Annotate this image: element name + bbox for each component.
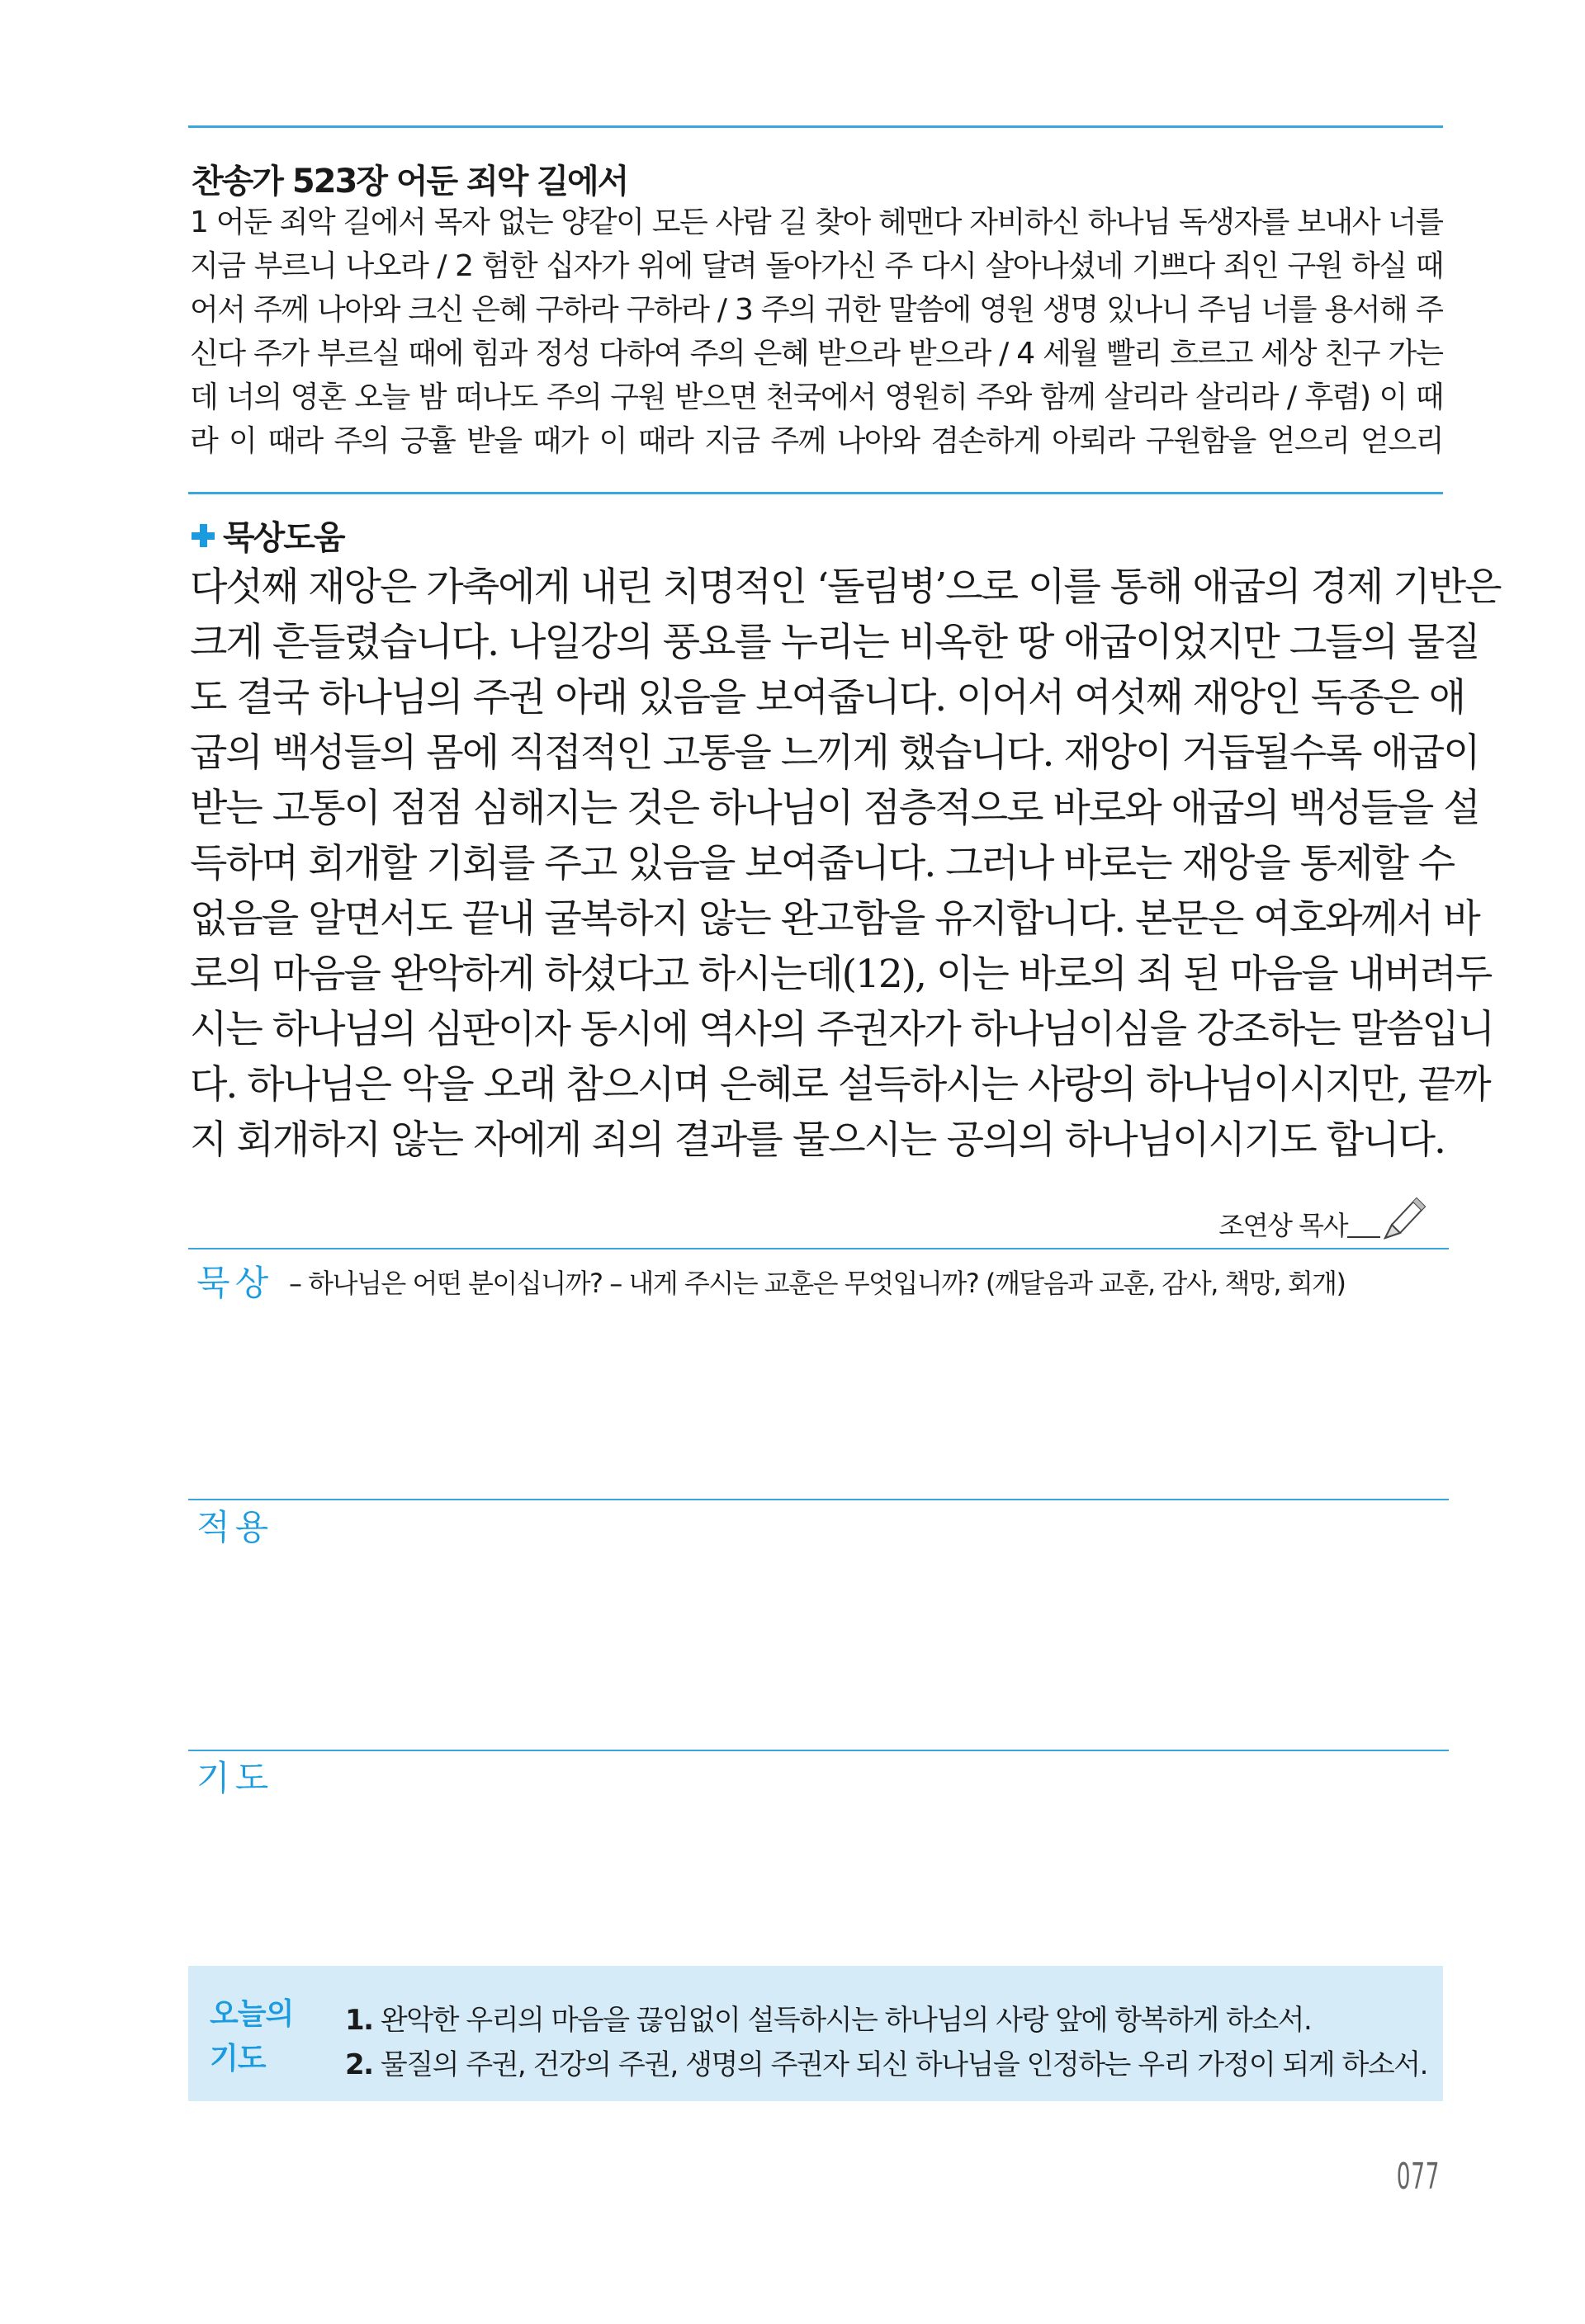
meditation-writing-area[interactable]	[188, 1304, 1449, 1494]
application-writing-area[interactable]	[188, 1552, 1449, 1741]
top-rule	[188, 125, 1443, 128]
body-line: 로의 마음을 완악하게 하셨다고 하시는데(12), 이는 바로의 죄 된 마음을 내버려두	[190, 952, 1492, 997]
plus-icon	[192, 524, 215, 547]
hymn-line: 어서 주께 나아와 크신 은혜 구하라 구하라 / 3 주의 귀한 말씀에 영원 생명 있나니 주님 너를 용서해 주	[190, 294, 1443, 327]
hymn-line: 지금 부르니 나오라 / 2 험한 십자가 위에 달려 돌아가신 주 다시 살아나셨네 기쁘다 죄인 구원 하실 때	[190, 250, 1443, 283]
body-line: 크게 흔들렸습니다. 나일강의 풍요를 누리는 비옥한 땅 애굽이었지만 그들의 물질	[190, 620, 1479, 665]
meditation-help-heading	[192, 512, 344, 559]
prayer-item-text: 물질의 주권, 건강의 주권, 생명의 주권자 되신 하나님을 인정하는 우리 가정이 되게 하소서.	[372, 2048, 1427, 2081]
hymn-line: 신다 주가 부르실 때에 힘과 정성 다하여 주의 은혜 받으라 받으라 / 4 세월 빨리 흐르고 세상 친구 가는	[190, 338, 1443, 371]
page-number: 077	[1396, 2156, 1440, 2198]
prayer-item	[345, 2042, 1427, 2082]
meditation-label: 묵상	[196, 1263, 274, 1303]
signature-line	[1347, 1235, 1380, 1238]
meditation-rule	[188, 1248, 1449, 1249]
body-line: 다. 하나님은 악을 오래 참으시며 은혜로 설득하시는 사랑의 하나님이시지만, 끝까	[190, 1062, 1490, 1108]
hymn-line: 라 이 때라 주의 긍휼 받을 때가 이 때라 지금 주께 나아와 겸손하게 아뢰라 구원함을 얻으리 얻으리	[190, 425, 1443, 458]
prayer-item	[345, 1997, 1311, 2038]
meditation-questions: – 하나님은 어떤 분이십니까? – 내게 주시는 교훈은 무엇입니까? (깨달음과 교훈, 감사, 책망, 회개)	[289, 1268, 1346, 1299]
prayer-item-number: 1.	[345, 2004, 373, 2037]
application-rule	[188, 1499, 1449, 1500]
todays-prayer-box	[188, 1966, 1443, 2101]
pencil-icon	[1380, 1195, 1428, 1243]
body-line: 굽의 백성들의 몸에 직접적인 고통을 느끼게 했습니다. 재앙이 거듭될수록 애굽이	[190, 730, 1479, 776]
body-line: 도 결국 하나님의 주권 아래 있음을 보여줍니다. 이어서 여섯째 재앙인 독종은 애	[190, 675, 1465, 720]
body-line: 지 회개하지 않는 자에게 죄의 결과를 물으시는 공의의 하나님이시기도 합니다.	[190, 1117, 1445, 1163]
hymn-line: 데 너의 영혼 오늘 밤 떠나도 주의 구원 받으면 천국에서 영원히 주와 함께 살리라 살리라 / 후렴) 이 때	[190, 381, 1443, 414]
section-rule	[188, 492, 1443, 494]
prayer-label: 기도	[196, 1758, 274, 1798]
author-signature	[1218, 1195, 1428, 1243]
body-line: 다섯째 재앙은 가축에게 내린 치명적인 ‘돌림병’으로 이를 통해 애굽의 경제 기반은	[190, 564, 1501, 610]
prayer-item-text: 완악한 우리의 마음을 끊임없이 설득하시는 하나님의 사랑 앞에 항복하게 하소서.	[372, 2004, 1312, 2037]
body-line: 득하며 회개할 기회를 주고 있음을 보여줍니다. 그러나 바로는 재앙을 통제할 수	[190, 841, 1455, 886]
body-line: 시는 하나님의 심판이자 동시에 역사의 주권자가 하나님이심을 강조하는 말씀입니	[190, 1007, 1494, 1052]
prayer-rule	[188, 1750, 1449, 1751]
prayer-writing-area[interactable]	[188, 1799, 1449, 1956]
hymn-line: 1 어둔 죄악 길에서 목자 없는 양같이 모든 사람 길 찾아 헤맨다 자비하신 하나님 독생자를 보내사 너를	[190, 206, 1443, 239]
author-name: 조연상 목사	[1218, 1210, 1347, 1241]
prayer-item-number: 2.	[345, 2048, 373, 2081]
body-line: 받는 고통이 점점 심해지는 것은 하나님이 점층적으로 바로와 애굽의 백성들을 설	[190, 786, 1479, 831]
meditation-help-title: 묵상도움	[223, 519, 344, 557]
todays-prayer-label: 오늘의 기도	[210, 1997, 294, 2076]
body-line: 없음을 알면서도 끝내 굴복하지 않는 완고함을 유지합니다. 본문은 여호와께서 바	[190, 896, 1479, 942]
application-label: 적용	[196, 1507, 274, 1547]
hymn-title: 찬송가 523장 어둔 죄악 길에서	[192, 163, 628, 201]
